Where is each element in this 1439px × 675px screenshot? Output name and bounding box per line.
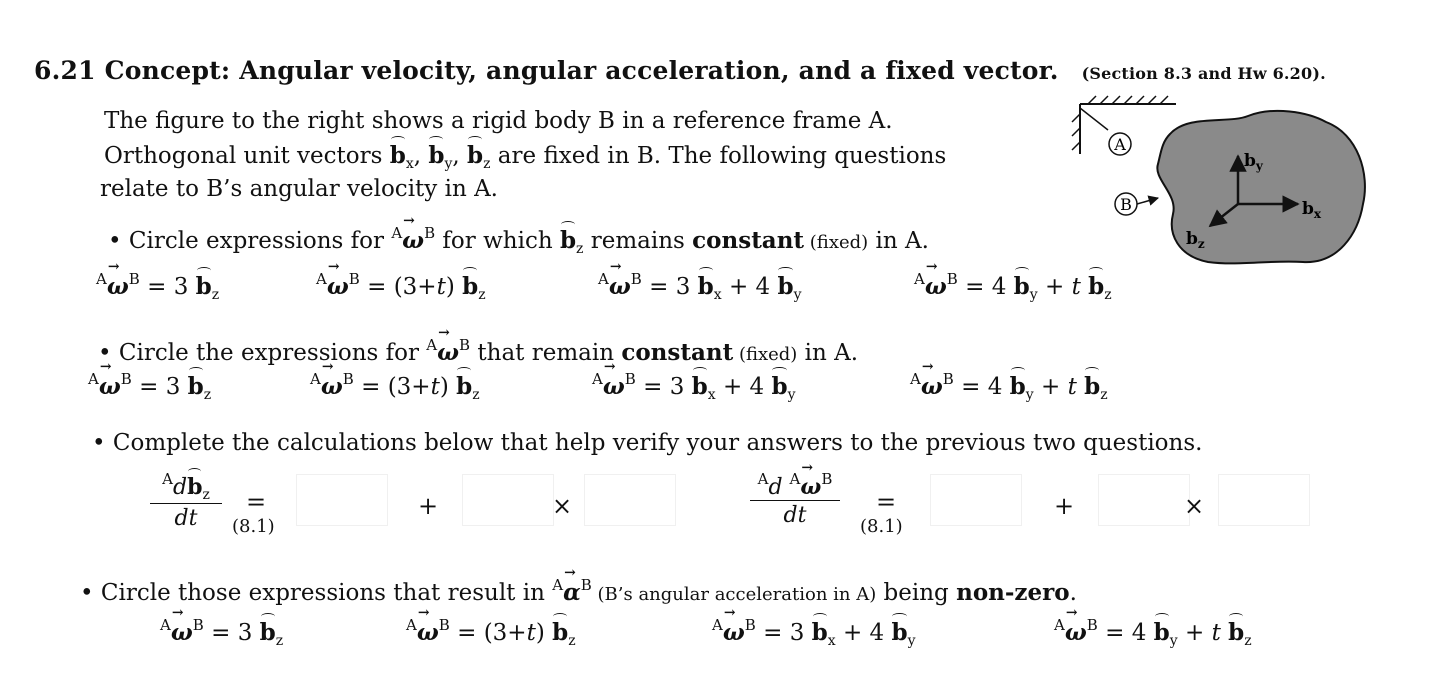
- superscript-b: B: [744, 616, 756, 634]
- equals-sign: =: [246, 488, 267, 516]
- coef: 3: [669, 374, 692, 400]
- subscript-z: z: [1244, 633, 1252, 649]
- comma: ,: [413, 143, 429, 169]
- superscript-b: B: [128, 270, 140, 288]
- b-letter: b: [456, 373, 473, 400]
- q2-text-start: Circle the expressions for: [118, 340, 427, 366]
- q4-expr-2[interactable]: [406, 616, 576, 649]
- alpha-vector: α →: [563, 579, 581, 606]
- subscript-z: z: [483, 156, 491, 172]
- b-letter: b: [195, 273, 212, 300]
- unit-vector-bz: [1084, 373, 1100, 400]
- subscript-z: z: [275, 633, 284, 649]
- bullet: •: [80, 580, 94, 606]
- q1-bold-constant: constant: [692, 227, 805, 254]
- axis-by-label: $b_y$: [1244, 151, 1263, 173]
- q4-expr-3[interactable]: [712, 616, 916, 649]
- answer-box-2[interactable]: [462, 474, 554, 526]
- b-letter: b: [811, 619, 828, 646]
- q4-bold-nonzero: non-zero: [956, 579, 1070, 606]
- t-var: t: [1211, 620, 1229, 646]
- subscript-y: y: [444, 156, 453, 172]
- superscript-a: A: [96, 270, 107, 288]
- axis-bx-label: $b_x$: [1302, 199, 1322, 221]
- q2-text-end: in A.: [797, 340, 859, 366]
- superscript-a: A: [310, 370, 321, 388]
- unit-vector-bz: [188, 373, 204, 400]
- times-sign: ×: [552, 492, 573, 520]
- body-b-label: [1115, 193, 1158, 215]
- b-letter: b: [1088, 273, 1105, 300]
- fraction-numerator: [750, 470, 840, 500]
- superscript-a: A: [316, 270, 327, 288]
- paren-close: ): [535, 620, 553, 646]
- equals: =: [635, 374, 670, 400]
- coef: 3: [165, 374, 188, 400]
- problem-title: [34, 56, 1326, 85]
- omega-vector: ω →: [402, 227, 424, 254]
- q1-text-start: Circle expressions for: [128, 228, 392, 254]
- question-3: [92, 430, 1202, 456]
- coef: 4: [1131, 620, 1154, 646]
- omega-vector: ω →: [925, 273, 947, 300]
- plus-sign: +: [418, 492, 439, 520]
- subscript-x: x: [713, 287, 722, 303]
- coef: 4: [987, 374, 1010, 400]
- omega-vector: ω →: [99, 373, 121, 400]
- answer-box-5[interactable]: [1098, 474, 1190, 526]
- times-sign: ×: [1184, 492, 1205, 520]
- answer-box-3[interactable]: [584, 474, 676, 526]
- coef: 3: [789, 620, 812, 646]
- equals: =: [359, 274, 394, 300]
- b-letter: b: [389, 142, 406, 169]
- superscript-b: B: [342, 370, 354, 388]
- unit-vector-by: [428, 142, 444, 169]
- superscript-a: A: [426, 336, 438, 354]
- q2-expr-3[interactable]: [592, 370, 796, 403]
- q3-text: Complete the calculations below that help verify your answers to the previous two questions.: [112, 430, 1203, 456]
- plus-sign: +: [1054, 492, 1075, 520]
- omega-vector: ω →: [171, 619, 193, 646]
- comma: ,: [452, 143, 468, 169]
- b-letter: b: [1009, 373, 1026, 400]
- plus: +: [1033, 374, 1068, 400]
- derivative-bz-fraction: [150, 470, 222, 531]
- bullet: •: [98, 340, 112, 366]
- b-letter: b: [187, 373, 204, 400]
- paren-close: ): [445, 274, 463, 300]
- t-var: t: [436, 274, 446, 300]
- d-letter: d: [172, 475, 188, 500]
- omega-vector: ω →: [921, 373, 943, 400]
- q4-text-start: Circle those expressions that result in: [100, 580, 553, 606]
- rigid-body-figure: [1058, 94, 1378, 274]
- q2-expr-2[interactable]: [310, 370, 480, 403]
- coef: 3: [237, 620, 260, 646]
- fraction-numerator: [150, 470, 222, 503]
- superscript-b: B: [459, 336, 471, 354]
- q2-text-mid: that remain: [470, 340, 622, 366]
- b-letter: b: [552, 619, 569, 646]
- subscript-y: y: [1169, 633, 1178, 649]
- subscript-z: z: [1100, 387, 1108, 403]
- problem-heading: Concept: Angular velocity, angular acceleration, and a fixed vector.: [104, 56, 1059, 85]
- unit-vector-bz: [196, 273, 212, 300]
- subscript-y: y: [907, 633, 916, 649]
- unit-vector-bz: [260, 619, 276, 646]
- omega-vector: ω →: [107, 273, 129, 300]
- subscript-x: x: [405, 156, 414, 172]
- superscript-b: B: [580, 576, 592, 594]
- superscript-a: A: [391, 224, 403, 242]
- t-var: t: [430, 374, 440, 400]
- b-letter: b: [187, 474, 203, 500]
- unit-vector-bz: [456, 373, 472, 400]
- superscript-b: B: [630, 270, 642, 288]
- subscript-z: z: [202, 487, 210, 503]
- superscript-a: A: [598, 270, 609, 288]
- equals: =: [449, 620, 484, 646]
- unit-vector-by: [777, 273, 793, 300]
- superscript-b: B: [942, 370, 954, 388]
- omega-vector: ω →: [800, 474, 821, 500]
- superscript-a: A: [1054, 616, 1065, 634]
- omega-vector: ω →: [327, 273, 349, 300]
- fraction-denominator: dt: [150, 503, 222, 531]
- unit-vector-by: [771, 373, 787, 400]
- b-letter: b: [777, 273, 794, 300]
- omega-vector: ω →: [723, 619, 745, 646]
- b-letter: b: [691, 373, 708, 400]
- superscript-a: A: [88, 370, 99, 388]
- subscript-z: z: [1104, 287, 1112, 303]
- intro-line-2: [104, 142, 946, 172]
- q4-expr-4[interactable]: [1054, 616, 1252, 649]
- q4-paren: (B’s angular acceleration in A): [591, 584, 877, 605]
- superscript-b: B: [192, 616, 204, 634]
- equals: =: [957, 274, 992, 300]
- paren-open: (3+: [483, 620, 527, 646]
- equals: =: [641, 274, 676, 300]
- superscript-a: A: [910, 370, 921, 388]
- bullet: •: [92, 430, 106, 456]
- q4-text-mid: being: [876, 580, 957, 606]
- answer-box-1[interactable]: [296, 474, 388, 526]
- equation-label: (8.1): [232, 516, 275, 537]
- equals: =: [139, 274, 174, 300]
- unit-vector-bz: [560, 227, 576, 254]
- unit-vector-by: [1014, 273, 1030, 300]
- plus-coef: + 4: [721, 274, 778, 300]
- omega-vector: ω →: [417, 619, 439, 646]
- q1-text-end: in A.: [868, 228, 929, 254]
- q2-paren: (fixed): [733, 344, 798, 365]
- axis-bz-label: $b_z$: [1186, 229, 1205, 251]
- plus-coef: + 4: [835, 620, 892, 646]
- superscript-a: A: [914, 270, 925, 288]
- b-letter: b: [559, 227, 577, 254]
- q1-expr-2[interactable]: [316, 270, 486, 303]
- intro-line-3: relate to B’s angular velocity in A.: [100, 176, 498, 202]
- superscript-a: A: [789, 470, 801, 488]
- answer-box-4[interactable]: [930, 474, 1022, 526]
- plus: +: [1037, 274, 1072, 300]
- unit-vector-bz: [1228, 619, 1244, 646]
- superscript-b: B: [946, 270, 958, 288]
- coef: 3: [675, 274, 698, 300]
- equals: =: [203, 620, 238, 646]
- b-letter: b: [1013, 273, 1030, 300]
- superscript-a: A: [757, 470, 769, 488]
- equals: =: [755, 620, 790, 646]
- unit-vector-bx: [390, 142, 406, 169]
- subscript-z: z: [568, 633, 576, 649]
- unit-vector-bz: [1088, 273, 1104, 300]
- equals: =: [131, 374, 166, 400]
- b-letter: b: [428, 142, 445, 169]
- b-letter: b: [891, 619, 908, 646]
- omega-vector: ω →: [437, 339, 459, 366]
- superscript-a: A: [162, 470, 173, 488]
- superscript-b: B: [1086, 616, 1098, 634]
- q4-expr-1[interactable]: [160, 616, 283, 649]
- unit-vector-by: [1154, 619, 1170, 646]
- unit-vector-bz: [552, 619, 568, 646]
- paren-close: ): [439, 374, 457, 400]
- coef: 3: [173, 274, 196, 300]
- equation-label: (8.1): [860, 516, 903, 537]
- superscript-b: B: [424, 224, 436, 242]
- plus: +: [1177, 620, 1212, 646]
- subscript-z: z: [576, 241, 584, 257]
- superscript-a: A: [712, 616, 723, 634]
- paren-open: (3+: [387, 374, 431, 400]
- t-var: t: [1071, 274, 1089, 300]
- superscript-a: A: [160, 616, 171, 634]
- subscript-y: y: [1025, 387, 1034, 403]
- superscript-b: B: [438, 616, 450, 634]
- question-4: [80, 576, 1077, 606]
- subscript-y: y: [1029, 287, 1038, 303]
- unit-vector-bz: [462, 273, 478, 300]
- answer-box-6[interactable]: [1218, 474, 1310, 526]
- superscript-b: B: [120, 370, 132, 388]
- omega-vector: ω →: [321, 373, 343, 400]
- problem-number: 6.21: [34, 56, 96, 85]
- subscript-x: x: [827, 633, 836, 649]
- unit-vector-by: [1010, 373, 1026, 400]
- d-letter: d: [768, 475, 783, 500]
- unit-vector-bz: [187, 474, 202, 500]
- q1-expr-4[interactable]: [914, 270, 1112, 303]
- question-1: [108, 224, 929, 257]
- subscript-z: z: [478, 287, 486, 303]
- b-letter: b: [467, 142, 484, 169]
- q1-text-post: remains: [583, 228, 693, 254]
- unit-vector-bz: [467, 142, 483, 169]
- intro-line-2-start: Orthogonal unit vectors: [104, 143, 390, 169]
- q1-text-mid: for which: [435, 228, 560, 254]
- b-letter: b: [1084, 373, 1101, 400]
- coef: 4: [991, 274, 1014, 300]
- problem-reference: (Section 8.3 and Hw 6.20).: [1081, 64, 1326, 83]
- question-2: [98, 336, 858, 366]
- b-letter: b: [1153, 619, 1170, 646]
- subscript-z: z: [211, 287, 220, 303]
- intro-line-1: The figure to the right shows a rigid body B in a reference frame A.: [104, 108, 893, 134]
- omega-vector: ω →: [1065, 619, 1087, 646]
- superscript-a: A: [552, 576, 564, 594]
- subscript-z: z: [203, 387, 212, 403]
- subscript-x: x: [707, 387, 716, 403]
- q2-expr-1[interactable]: [88, 370, 211, 403]
- q2-expr-4[interactable]: [910, 370, 1108, 403]
- omega-vector: ω →: [603, 373, 625, 400]
- equals: =: [953, 374, 988, 400]
- q4-text-end: .: [1069, 580, 1077, 606]
- b-letter: b: [462, 273, 479, 300]
- subscript-y: y: [787, 387, 796, 403]
- fraction-denominator: dt: [750, 500, 840, 528]
- superscript-a: A: [406, 616, 417, 634]
- plus-coef: + 4: [715, 374, 772, 400]
- unit-vector-by: [891, 619, 907, 646]
- unit-vector-bx: [692, 373, 708, 400]
- derivative-omega-fraction: [750, 470, 840, 528]
- superscript-b: B: [348, 270, 360, 288]
- intro-line-2-end: are fixed in B. The following questions: [490, 143, 947, 169]
- superscript-b: B: [821, 470, 833, 488]
- q1-expr-3[interactable]: [598, 270, 802, 303]
- subscript-z: z: [472, 387, 480, 403]
- equals: =: [1097, 620, 1132, 646]
- subscript-y: y: [793, 287, 802, 303]
- b-letter: b: [697, 273, 714, 300]
- q1-paren: (fixed): [804, 232, 869, 253]
- frame-a-letter: A: [1114, 135, 1126, 154]
- frame-a-label: [1109, 133, 1131, 155]
- b-letter: b: [1228, 619, 1245, 646]
- b-letter: b: [771, 373, 788, 400]
- paren-open: (3+: [393, 274, 437, 300]
- body-b-letter: B: [1120, 195, 1132, 214]
- superscript-b: B: [624, 370, 636, 388]
- unit-vector-bx: [698, 273, 714, 300]
- equals-sign: =: [876, 488, 897, 516]
- t-var: t: [1067, 374, 1085, 400]
- omega-vector: ω →: [609, 273, 631, 300]
- q1-expr-1[interactable]: [96, 270, 219, 303]
- equals: =: [353, 374, 388, 400]
- superscript-a: A: [592, 370, 603, 388]
- unit-vector-bx: [812, 619, 828, 646]
- bullet: •: [108, 228, 122, 254]
- b-letter: b: [259, 619, 276, 646]
- t-var: t: [526, 620, 536, 646]
- q2-bold-constant: constant: [621, 339, 734, 366]
